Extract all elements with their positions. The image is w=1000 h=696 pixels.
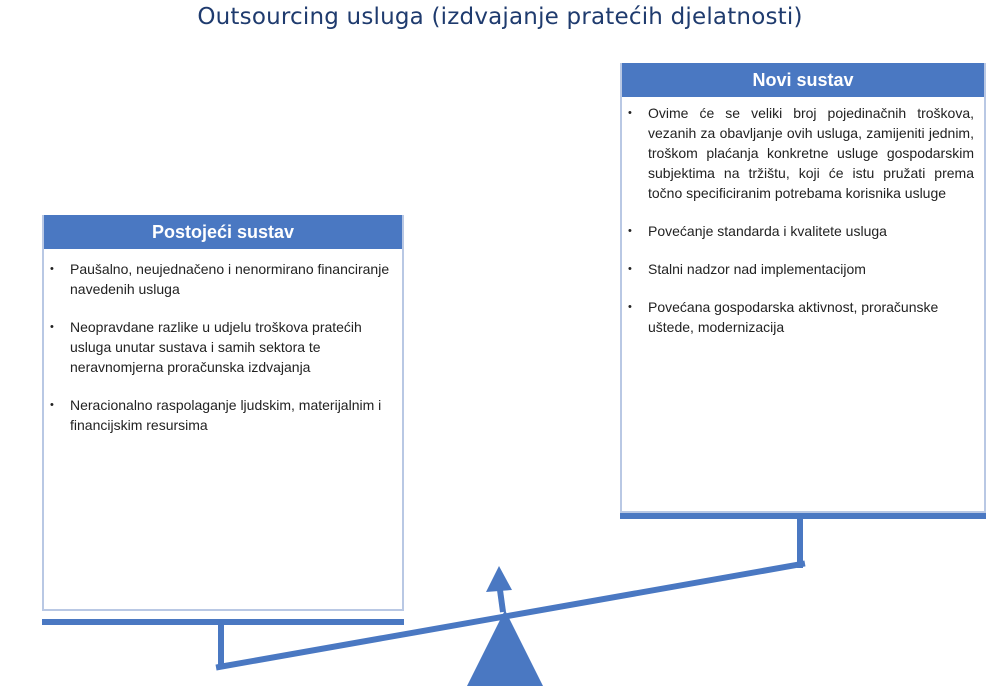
right-pan-hanger bbox=[797, 518, 803, 568]
arrow-up-icon bbox=[486, 566, 512, 592]
diagram-title: Outsourcing usluga (izdvajanje pratećih djelatnosti) bbox=[197, 4, 803, 30]
arrow-shaft bbox=[500, 590, 503, 612]
bullet-icon: • bbox=[628, 107, 632, 119]
left-pan-hanger bbox=[218, 624, 224, 668]
new-system-header: Novi sustav bbox=[622, 63, 984, 97]
list-item: • Povećanje standarda i kvalitete usluga bbox=[628, 223, 887, 239]
list-item: • Neopravdane razlike u udjelu troškova pratećih usluga unutar sustava i samih sektora te neravnomjerna proračunska izdvajanja bbox=[50, 319, 362, 375]
bullet-icon: • bbox=[628, 225, 632, 237]
list-item: • Stalni nadzor nad implementacijom bbox=[628, 261, 866, 277]
bullet-icon: • bbox=[50, 263, 54, 275]
list-item: • Povećana gospodarska aktivnost, proračunske uštede, modernizacija bbox=[628, 299, 939, 335]
existing-system-box bbox=[42, 215, 404, 611]
existing-system-header: Postojeći sustav bbox=[44, 215, 402, 249]
new-system-list bbox=[622, 97, 984, 337]
list-item: • Neracionalno raspolaganje ljudskim, materijalnim i financijskim resursima bbox=[50, 397, 382, 433]
new-system-box bbox=[620, 63, 986, 513]
bullet-icon: • bbox=[628, 301, 632, 313]
bullet-icon: • bbox=[50, 399, 54, 411]
bullet-icon: • bbox=[50, 321, 54, 333]
bullet-icon: • bbox=[628, 263, 632, 275]
existing-system-list bbox=[44, 249, 402, 435]
list-item: • Paušalno, neujednačeno i nenormirano financiranje navedenih usluga bbox=[50, 261, 390, 297]
list-item: • Ovime će se veliki broj pojedinačnih troškova, vezanih za obavljanje ovih usluga, zamijeniti jednim, troškom plaćanja konkretne usluge gospodarskim subjektima na tržištu, koji će istu pružati prema točno specificiranim potrebama korisnika usluge bbox=[628, 105, 974, 201]
